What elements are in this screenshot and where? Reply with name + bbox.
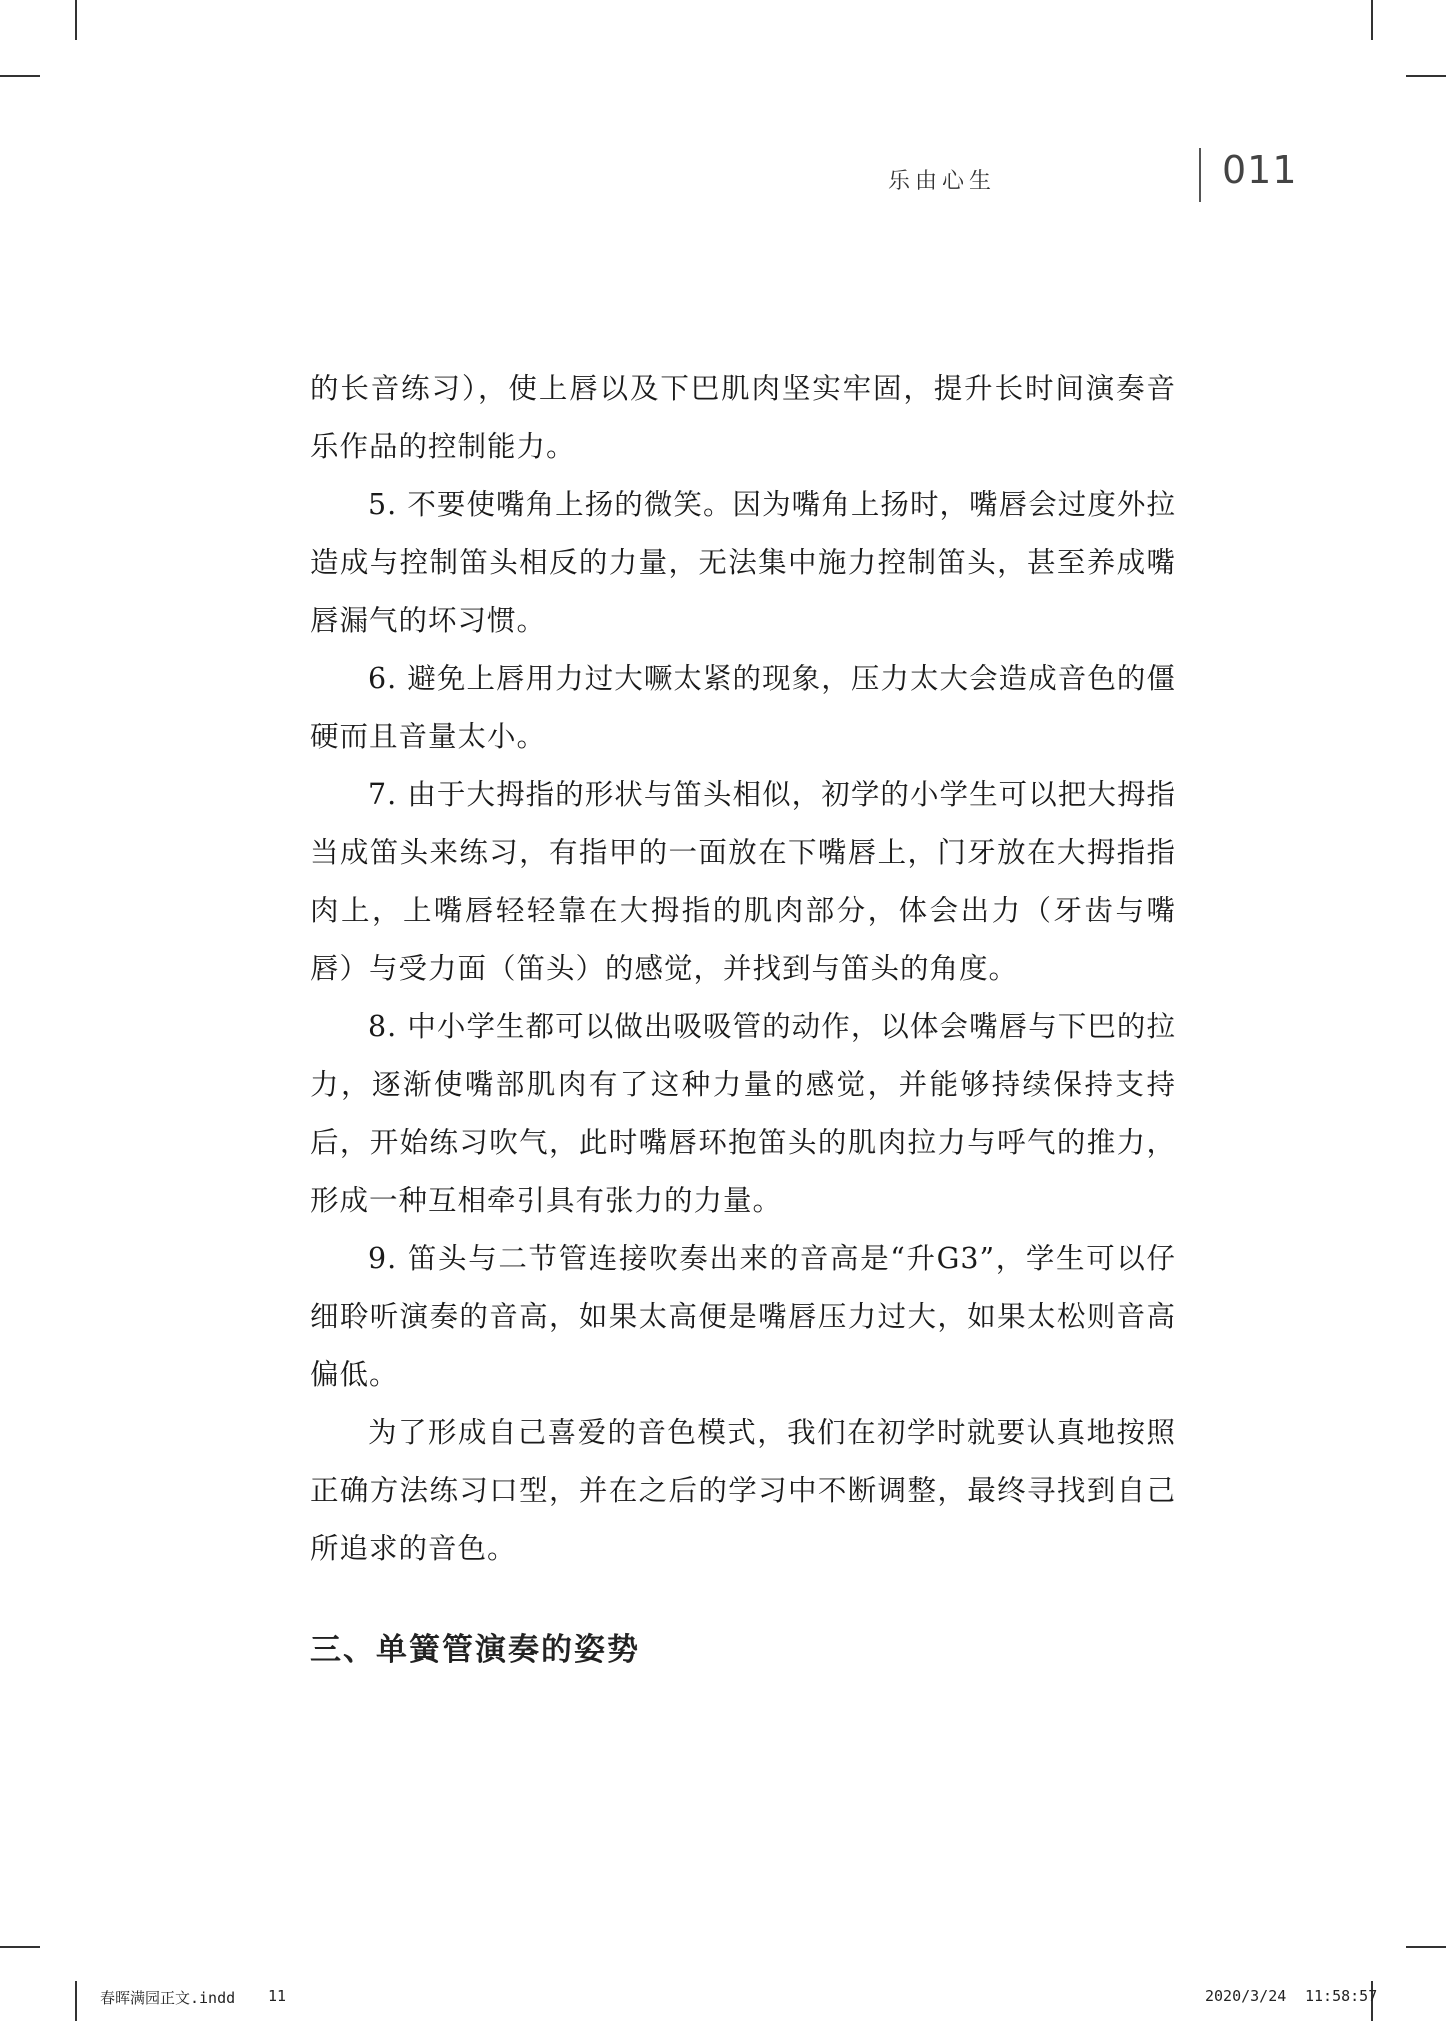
- crop-mark: [0, 1946, 40, 1948]
- crop-mark: [0, 75, 40, 77]
- crop-mark: [1406, 1946, 1446, 1948]
- paragraph: 为了形成自己喜爱的音色模式，我们在初学时就要认真地按照正确方法练习口型，并在之后的学习中不断调整，最终寻找到自己所追求的音色。: [310, 1416, 1176, 1565]
- paragraph: 6. 避免上唇用力过大噘太紧的现象，压力太大会造成音色的僵硬而且音量太小。: [310, 662, 1176, 753]
- paragraph: 7. 由于大拇指的形状与笛头相似，初学的小学生可以把大拇指当成笛头来练习，有指甲的一面放在下嘴唇上，门牙放在大拇指指肉上，上嘴唇轻轻靠在大拇指的肌肉部分，体会出力（牙齿与嘴唇）与受力面（笛头）的感觉，并找到与笛头的角度。: [310, 778, 1176, 985]
- header-divider: [1199, 148, 1201, 202]
- footer-date: 2020/3/24: [1205, 1987, 1287, 2005]
- crop-mark: [1371, 0, 1373, 40]
- page-number: 011: [1222, 148, 1298, 192]
- footer-time: 11:58:57: [1305, 1987, 1378, 2005]
- footer-page: 11: [268, 1987, 287, 2005]
- footer-filename: 春晖满园正文.indd: [100, 1989, 236, 2007]
- paragraph: 9. 笛头与二节管连接吹奏出来的音高是“升G3”，学生可以仔细聆听演奏的音高，如果太高便是嘴唇压力过大，如果太松则音高偏低。: [310, 1242, 1176, 1391]
- paragraph: 8. 中小学生都可以做出吸吸管的动作，以体会嘴唇与下巴的拉力，逐渐使嘴部肌肉有了这种力量的感觉，并能够持续保持支持后，开始练习吹气，此时嘴唇环抱笛头的肌肉拉力与呼气的推力，形成一种互相牵引具有张力的力量。: [310, 1010, 1176, 1217]
- running-title: 乐由心生: [887, 169, 996, 194]
- paragraph: 的长音练习），使上唇以及下巴肌肉坚实牢固，提升长时间演奏音乐作品的控制能力。: [310, 372, 1176, 463]
- paragraph: 5. 不要使嘴角上扬的微笑。因为嘴角上扬时，嘴唇会过度外拉造成与控制笛头相反的力量，无法集中施力控制笛头，甚至养成嘴唇漏气的坏习惯。: [310, 488, 1176, 637]
- body-text: [310, 360, 1176, 1578]
- crop-mark: [75, 1981, 77, 2021]
- crop-mark: [1406, 75, 1446, 77]
- crop-mark: [75, 0, 77, 40]
- section-heading: 三、单簧管演奏的姿势: [310, 1632, 640, 1668]
